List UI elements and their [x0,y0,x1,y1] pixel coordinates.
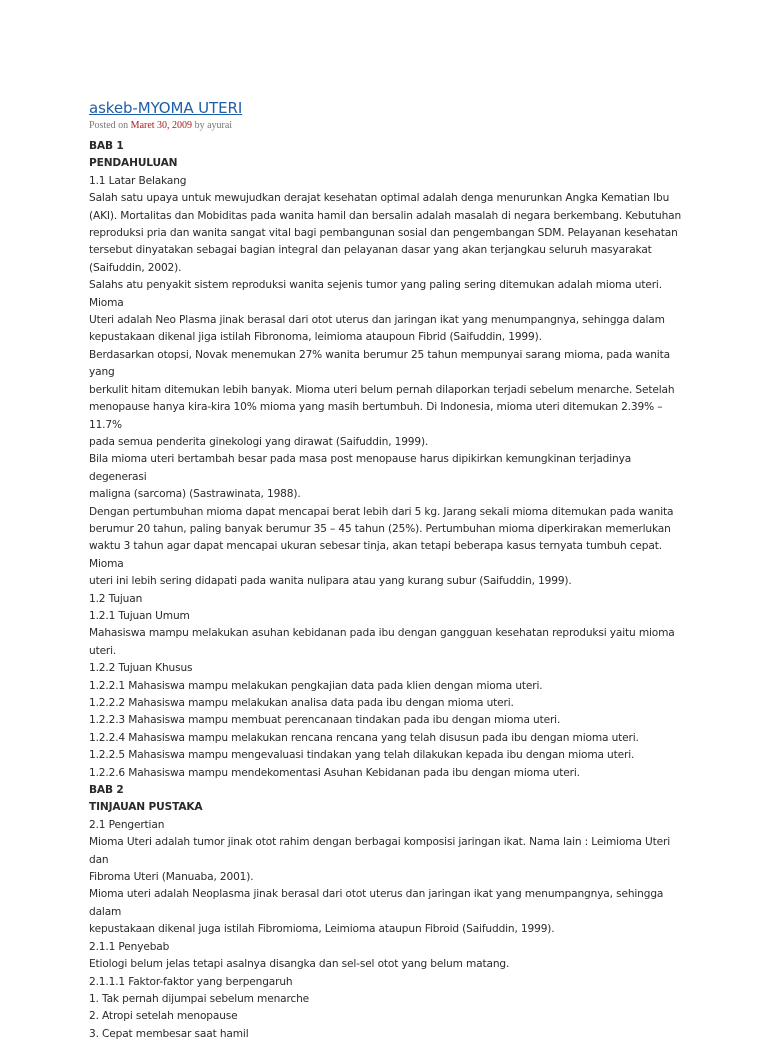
body-text-line: kepustakaan dikenal jiga istilah Fibronoma, leimioma ataupoun Fibrid (Saifuddin, 1999). [89,331,542,344]
body-text-line: uteri. [89,644,117,657]
body-text-line: 1.2.1 Tujuan Umum [89,609,190,622]
body-text-line: 1. Tak pernah dijumpai sebelum menarche [89,992,310,1005]
body-text-line: Fibroma Uteri (Manuaba, 2001). [89,871,254,884]
body-text-line: Uteri adalah Neo Plasma jinak berasal dari otot uterus dan jaringan ikat yang menumpangnya, sehingga dalam [89,314,665,327]
body-text-line: tersebut dinyatakan sebagai bagian integral dan pelayanan dasar yang akan terjangkau seluruh masyarakat [89,244,652,257]
body-text-line: Mahasiswa mampu melakukan asuhan kebidanan pada ibu dengan gangguan kesehatan reproduksi yaitu mioma [89,627,675,640]
posted-on-label: Posted on [89,120,129,131]
body-text-line: 2.1.1 Penyebab [89,940,170,953]
body-text-line: 1.2.2 Tujuan Khusus [89,662,193,675]
body-text-line: 1.2.2.4 Mahasiswa mampu melakukan rencana rencana yang telah disusun pada ibu dengan mioma uteri. [89,731,639,744]
body-text-line: 2.1.1.1 Faktor-faktor yang berpengaruh [89,975,293,988]
body-text-line: berkulit hitam ditemukan lebih banyak. Mioma uteri belum pernah dilaporkan terjadi sebelum menarche. Setelah [89,383,675,396]
post-meta [89,120,685,132]
body-text-line: Salahs atu penyakit sistem reproduksi wanita sejenis tumor yang paling sering ditemukan adalah mioma uteri. Mioma [89,279,662,309]
body-text-line: 1.2.2.1 Mahasiswa mampu melakukan pengkajian data pada klien dengan mioma uteri. [89,679,543,692]
body-text-line: 1.2.2.3 Mahasiswa mampu membuat perencanaan tindakan pada ibu dengan mioma uteri. [89,714,561,727]
body-text-line: reproduksi pria dan wanita sangat vital bagi pembangunan sosial dan pengembangan SDM. Pelayanan kesehatan [89,227,678,240]
document-page [89,99,685,1043]
post-date-link[interactable]: Maret 30, 2009 [130,120,193,131]
body-text-line: uteri ini lebih sering didapati pada wanita nulipara atau yang kurang subur (Saifuddin, 1999). [89,575,572,588]
body-text-line: waktu 3 tahun agar dapat mencapai ukuran sebesar tinja, akan tetapi beberapa kasus ternyata tumbuh cepat. Mioma [89,540,662,570]
section-heading: BAB 2 [89,784,124,797]
body-text-line: 1.2.2.2 Mahasiswa mampu melakukan analisa data pada ibu dengan mioma uteri. [89,697,514,709]
body-text-line: Dengan pertumbuhan mioma dapat mencapai berat lebih dari 5 kg. Jarang sekali mioma ditemukan pada wanita [89,505,674,518]
body-text-line: 1.2.2.5 Mahasiswa mampu mengevaluasi tindakan yang telah dilakukan kepada ibu dengan mioma uteri. [89,749,635,762]
body-text-line: menopause hanya kira-kira 10% mioma yang masih bertumbuh. Di Indonesia, mioma uteri ditemukan 2.39% – 11.7% [89,401,663,431]
body-text-line: Bila mioma uteri bertambah besar pada masa post menopause harus dipikirkan kemungkinan terjadinya degenerasi [89,453,632,483]
body-text-line: 2.1 Pengertian [89,818,165,831]
by-label: by [194,120,205,131]
body-text-line: 2. Atropi setelah menopause [89,1010,238,1023]
body-text-line: Berdasarkan otopsi, Novak menemukan 27% wanita berumur 25 tahun mempunyai sarang mioma, pada wanita yang [89,348,670,379]
body-text-line: (Saifuddin, 2002). [89,261,182,274]
body-text-line: Mioma Uteri adalah tumor jinak otot rahim dengan berbagai komposisi jaringan ikat. Nama lain : Leimioma Uteri dan [89,836,671,866]
body-text-line: 1.1 Latar Belakang [89,174,187,187]
article-body [89,138,685,1043]
section-heading: PENDAHULUAN [89,157,178,170]
post-title-link[interactable]: askeb-MYOMA UTERI [89,99,243,117]
body-text-line: (AKI). Mortalitas dan Mobiditas pada wanita hamil dan bersalin adalah masalah di negara berkembang. Kebutuhan [89,209,682,222]
body-text-line: Etiologi belum jelas tetapi asalnya disangka dan sel-sel otot yang belum matang. [89,958,510,971]
body-text-line: Mioma uteri adalah Neoplasma jinak berasal dari otot uterus dan jaringan ikat yang menumpangnya, sehingga dalam [89,888,664,918]
body-text-line: berumur 20 tahun, paling banyak berumur 35 – 45 tahun (25%). Pertumbuhan mioma diperkirakan memerlukan [89,522,671,535]
section-heading: TINJAUAN PUSTAKA [89,801,203,814]
body-text-line: 3. Cepat membesar saat hamil [89,1027,249,1040]
body-text-line: Salah satu upaya untuk mewujudkan derajat kesehatan optimal adalah denga menurunkan Angka Kematian Ibu [89,192,670,205]
body-text-line: pada semua penderita ginekologi yang dirawat (Saifuddin, 1999). [89,435,429,448]
body-text-line: kepustakaan dikenal juga istilah Fibromioma, Leimioma ataupun Fibroid (Saifuddin, 1999). [89,923,555,936]
section-heading: BAB 1 [89,140,124,152]
post-author: ayurai [207,120,233,131]
body-text-line: 1.2.2.6 Mahasiswa mampu mendekomentasi Asuhan Kebidanan pada ibu dengan mioma uteri. [89,766,580,779]
body-text-line: maligna (sarcoma) (Sastrawinata, 1988). [89,488,301,501]
body-text-line: 1.2 Tujuan [89,592,143,605]
